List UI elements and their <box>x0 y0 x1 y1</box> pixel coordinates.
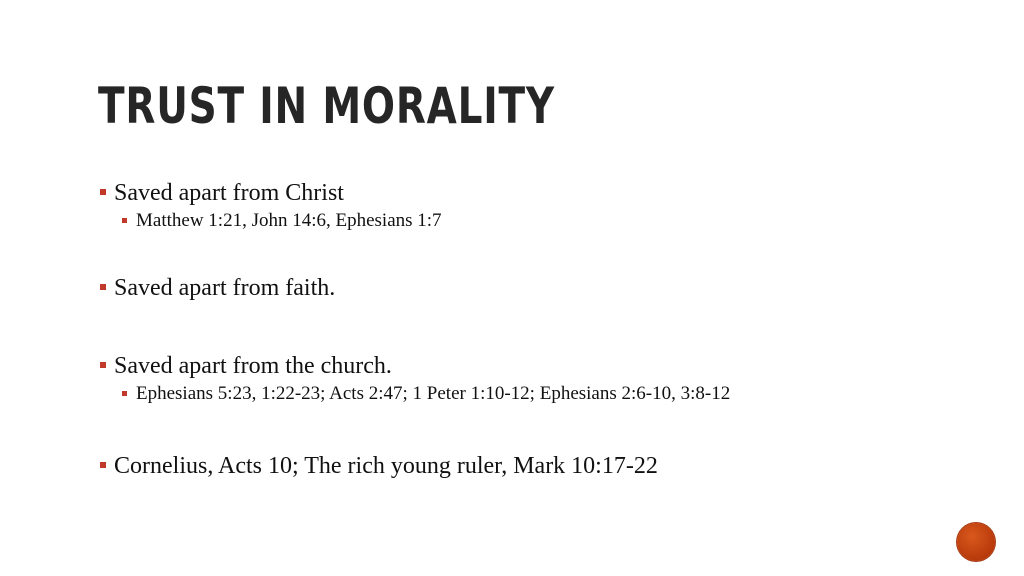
bullet-list <box>98 178 918 481</box>
bullet-item <box>98 351 918 381</box>
bullet-text: Saved apart from Christ <box>114 180 344 206</box>
sub-bullet-text: Matthew 1:21, John 14:6, Ephesians 1:7 <box>136 210 442 231</box>
square-bullet-icon <box>100 462 106 468</box>
square-bullet-icon <box>100 284 106 290</box>
square-bullet-icon <box>100 189 106 195</box>
slide-title: TRUST IN MORALITY <box>98 77 555 135</box>
bullet-text: Cornelius, Acts 10; The rich young ruler, Mark 10:17-22 <box>114 453 658 479</box>
slide-nav-button-icon <box>957 523 995 561</box>
sub-bullet-text: Ephesians 5:23, 1:22-23; Acts 2:47; 1 Peter 1:10-12; Ephesians 2:6-10, 3:8-12 <box>136 383 731 404</box>
bullet-text: Saved apart from faith. <box>114 275 336 301</box>
square-bullet-icon <box>122 391 127 396</box>
bullet-item <box>98 451 918 481</box>
bullet-item <box>98 273 918 303</box>
sub-bullet-item <box>98 383 918 404</box>
sub-bullet-item <box>98 210 918 231</box>
square-bullet-icon <box>122 218 127 223</box>
slide-nav-button[interactable] <box>957 523 995 561</box>
bullet-text: Saved apart from the church. <box>114 353 392 379</box>
bullet-item <box>98 178 918 208</box>
square-bullet-icon <box>100 362 106 368</box>
